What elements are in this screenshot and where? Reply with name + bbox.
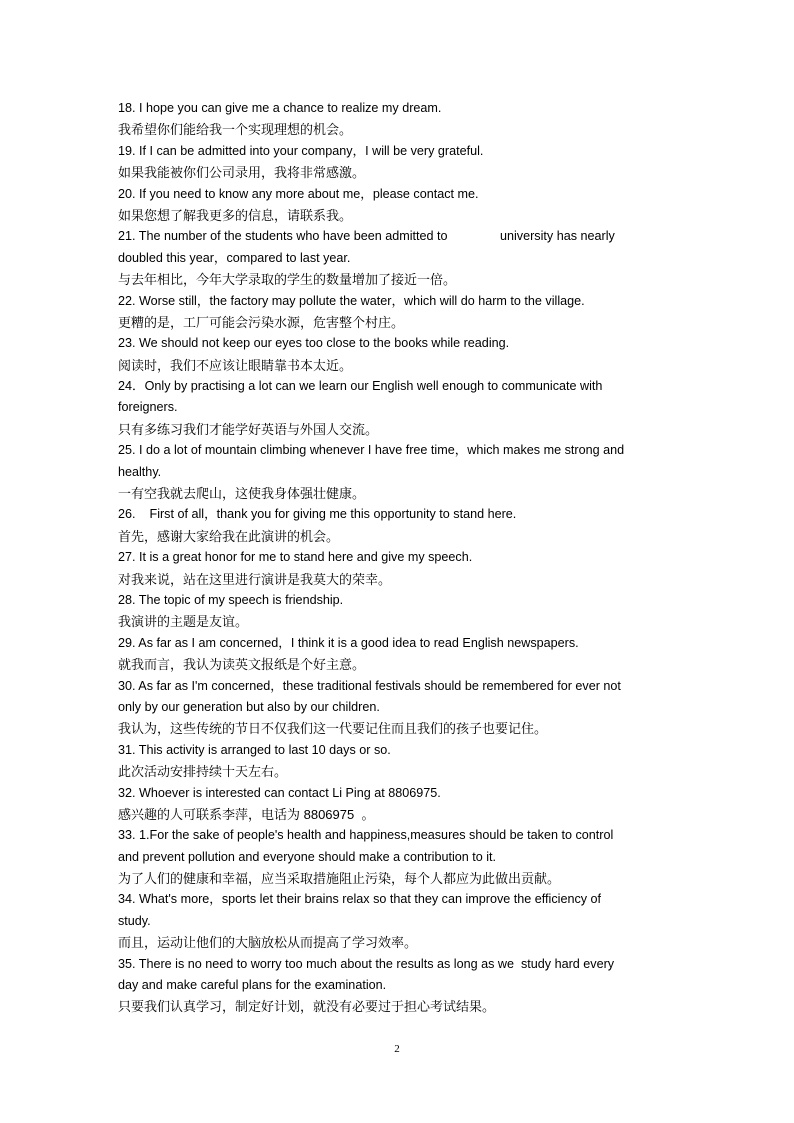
text-line: 感兴趣的人可联系李萍，电话为 8806975 。 [118,806,375,822]
text-line: study. [118,913,151,928]
text-line: 25. I do a lot of mountain climbing whenever I have free time，which makes me strong and [118,443,625,458]
text-line: 30. As far as I'm concerned，these traditional festivals should be remembered for ever not [118,678,621,693]
text-line: 28. The topic of my speech is friendship. [118,592,344,607]
text-line: 26. First of all，thank you for giving me this opportunity to stand here. [118,507,517,522]
text-line: 24．Only by practising a lot can we learn our English well enough to communicate with [118,379,603,394]
text-line: 此次活动安排持续十天左右。 [118,764,288,780]
text-line: 就我而言，我认为读英文报纸是个好主意。 [118,657,366,673]
text-line: 与去年相比，今年大学录取的学生的数量增加了接近一倍。 [118,272,457,288]
text-line: 29. As far as I am concerned，I think it is a good idea to read English newspapers. [118,635,579,650]
text-line: 对我来说，站在这里进行演讲是我莫大的荣幸。 [118,571,392,587]
text-line: 阅读时，我们不应该让眼睛靠书本太近。 [118,357,353,373]
text-line: 20. If you need to know any more about me，please contact me. [118,186,479,201]
text-line: foreigners. [118,400,178,415]
text-line: only by our generation but also by our children. [118,699,380,714]
text-line: 22. Worse still，the factory may pollute the water，which will do harm to the village. [118,293,585,308]
text-line: 更糟的是，工厂可能会污染水源，危害整个村庄。 [118,314,405,330]
text-line: 一有空我就去爬山，这使我身体强壮健康。 [118,486,366,502]
text-line: 而且，运动让他们的大脑放松从而提高了学习效率。 [118,935,418,951]
page-number: 2 [394,1043,400,1055]
text-line: 只要我们认真学习，制定好计划，就没有必要过于担心考试结果。 [118,999,496,1015]
text-line: 33. 1.For the sake of people's health and happiness,measures should be taken to control [118,828,614,843]
text-line: 32. Whoever is interested can contact Li Ping at 8806975. [118,785,441,800]
text-line: doubled this year，compared to last year. [118,250,351,265]
text-line: 如果我能被你们公司录用，我将非常感激。 [118,165,366,181]
text-line: 我演讲的主题是友谊。 [118,614,249,630]
text-line: 我认为，这些传统的节日不仅我们这一代要记住而且我们的孩子也要记住。 [118,721,548,737]
text-line: 18. I hope you can give me a chance to realize my dream. [118,101,442,115]
text-line: 31. This activity is arranged to last 10 days or so. [118,742,391,757]
text-line: 如果您想了解我更多的信息，请联系我。 [118,207,353,223]
text-line: and prevent pollution and everyone should make a contribution to it. [118,849,497,864]
text-line: healthy. [118,464,162,479]
text-line: 首先，感谢大家给我在此演讲的机会。 [118,528,340,544]
text-line: day and make careful plans for the examination. [118,978,387,993]
text-line: 34. What's more，sports let their brains relax so that they can improve the efficiency of [118,892,602,907]
text-line: 我希望你们能给我一个实现理想的机会。 [118,122,353,138]
text-line: 23. We should not keep our eyes too close to the books while reading. [118,336,510,351]
body-text [118,98,684,1018]
text-line: 只有多练习我们才能学好英语与外国人交流。 [118,421,379,437]
text-line: 35. There is no need to worry too much about the results as long as we study hard every [118,956,615,971]
text-line: 为了人们的健康和幸福，应当采取措施阻止污染，每个人都应为此做出贡献。 [118,871,561,887]
text-line: 21. The number of the students who have been admitted to university has nearly [118,229,615,244]
text-line: 27. It is a great honor for me to stand here and give my speech. [118,550,473,565]
text-line: 19. If I can be admitted into your company，I will be very grateful. [118,143,484,158]
